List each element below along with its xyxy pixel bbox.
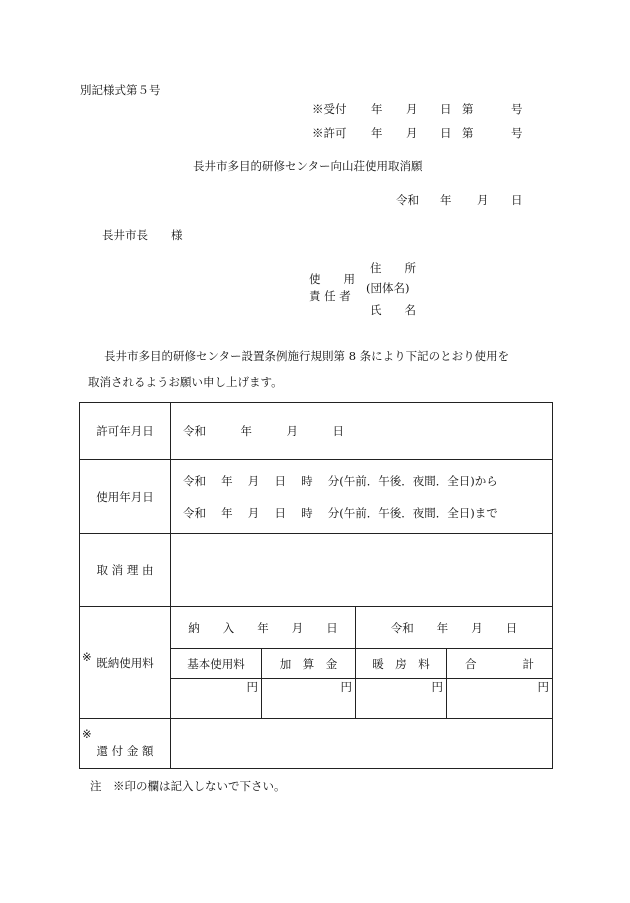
- permit-date-text: 令和 年 月 日: [183, 424, 344, 438]
- use-from-line: 令和 年 月 日 時 分(午前．午後．夜間．全日)から: [183, 473, 498, 488]
- paid-mark: ※: [82, 650, 92, 664]
- reception-month: 月: [406, 102, 418, 116]
- yen-unit: 円: [431, 680, 443, 694]
- paid-fee-label-cell: [80, 607, 171, 719]
- permit-date-value[interactable]: [171, 403, 553, 460]
- permit-date-row: [80, 403, 553, 460]
- applicant-name-label: 氏 名: [370, 303, 416, 317]
- form-number: 別記様式第５号: [80, 83, 161, 97]
- fee-total-value[interactable]: [447, 679, 553, 719]
- date-day: 日: [511, 193, 523, 207]
- permit-go: 号: [511, 126, 523, 140]
- fee-header-heating: 暖 房 料: [356, 649, 447, 679]
- fee-header-total: 合 計: [447, 649, 553, 679]
- permit-mark: ※許可: [312, 126, 347, 140]
- fee-surcharge-value[interactable]: [262, 679, 356, 719]
- payment-label: 納 入 年 月 日: [171, 607, 356, 649]
- applicant-role-line1: 使 用: [309, 272, 355, 286]
- permit-year: 年: [371, 126, 383, 140]
- cancel-reason-value[interactable]: [171, 534, 553, 607]
- reception-dai: 第: [462, 102, 474, 116]
- footnote: 注 ※印の欄は記入しないで下さい。: [90, 779, 286, 793]
- payment-date[interactable]: [356, 607, 553, 649]
- payment-date-text: 令和 年 月 日: [390, 620, 518, 635]
- document-title: 長井市多目的研修センター向山荘使用取消願: [193, 159, 423, 173]
- reception-year: 年: [371, 102, 383, 116]
- permit-day: 日: [440, 126, 452, 140]
- fee-header-surcharge: 加 算 金: [262, 649, 356, 679]
- date-era: 令和: [396, 193, 419, 207]
- refund-row: [80, 719, 553, 769]
- date-month: 月: [477, 193, 489, 207]
- reception-mark: ※受付: [312, 102, 347, 116]
- body-line-2: 取消されるようお願い申し上げます。: [88, 375, 283, 389]
- applicant-group-label: (団体名): [366, 281, 410, 295]
- refund-label: 還 付 金 額: [96, 743, 154, 758]
- payment-row: [80, 607, 553, 649]
- reception-go: 号: [511, 102, 523, 116]
- body-line-1: 長井市多目的研修センター設置条例施行規則第 8 条により下記のとおり使用を: [104, 349, 510, 363]
- reception-day: 日: [440, 102, 452, 116]
- use-date-value[interactable]: [171, 460, 553, 534]
- use-to-line: 令和 年 月 日 時 分(午前．午後．夜間．全日)まで: [183, 505, 498, 520]
- yen-unit: 円: [537, 680, 549, 694]
- use-date-label: 使用年月日: [80, 460, 171, 534]
- permit-date-label: 許可年月日: [80, 403, 171, 460]
- form-table: [79, 402, 553, 769]
- fee-header-basic: 基本使用料: [171, 649, 262, 679]
- refund-mark: ※: [82, 727, 92, 741]
- cancel-reason-row: [80, 534, 553, 607]
- addressee: 長井市長 様: [102, 228, 183, 242]
- applicant-role-line2: 責 任 者: [309, 289, 351, 303]
- yen-unit: 円: [246, 680, 258, 694]
- permit-month: 月: [406, 126, 418, 140]
- date-year: 年: [440, 193, 452, 207]
- fee-heating-value[interactable]: [356, 679, 447, 719]
- fee-basic-value[interactable]: [171, 679, 262, 719]
- yen-unit: 円: [340, 680, 352, 694]
- cancel-reason-label: 取 消 理 由: [80, 534, 171, 607]
- applicant-address-label: 住 所: [370, 261, 416, 275]
- refund-value[interactable]: [171, 719, 553, 769]
- paid-fee-label: 既納使用料: [96, 655, 154, 670]
- permit-dai: 第: [462, 126, 474, 140]
- use-date-row: [80, 460, 553, 534]
- refund-label-cell: [80, 719, 171, 769]
